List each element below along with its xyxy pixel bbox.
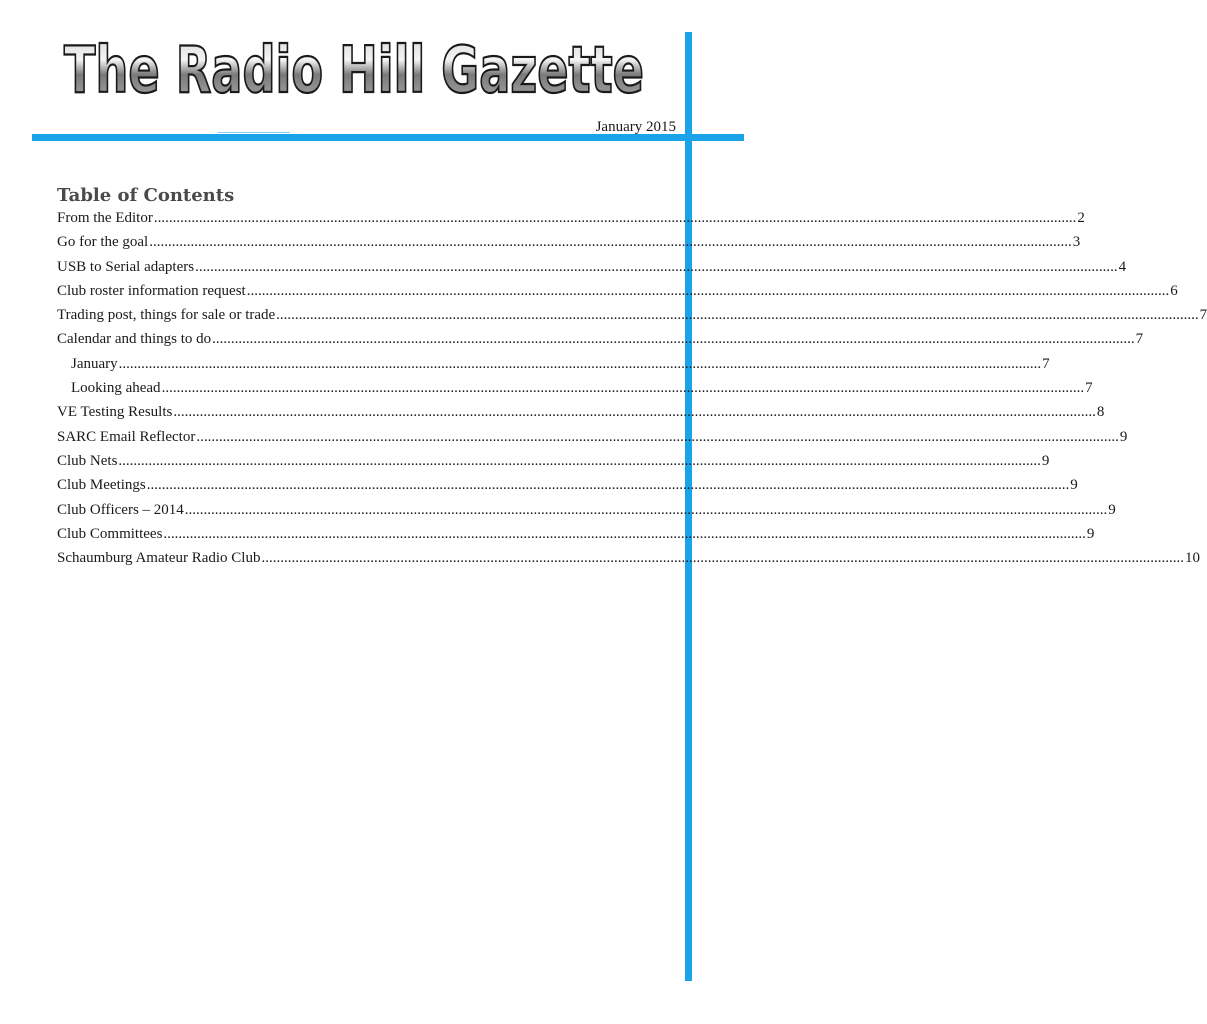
toc-entry-page: 4 — [1118, 258, 1127, 275]
toc-entry-label: Schaumburg Amateur Radio Club — [57, 550, 261, 567]
toc-entry-page: 7 — [1199, 307, 1207, 324]
toc-entry-calendar[interactable] — [57, 329, 1144, 353]
toc-entry-page: 9 — [1070, 477, 1078, 494]
toc-entry-page: 2 — [1077, 210, 1085, 226]
toc-entry-label: January — [71, 355, 118, 372]
toc-leader-dots — [196, 427, 1119, 447]
masthead-title: The Radio Hill Gazette — [64, 34, 644, 108]
toc-leader-dots — [154, 208, 1077, 228]
toc-entry-label: Go for the goal — [57, 234, 149, 251]
toc-entry-page: 7 — [1085, 380, 1093, 397]
toc-entry-label: VE Testing Results — [57, 404, 173, 421]
toc-entry-label: Club Officers – 2014 — [57, 501, 184, 518]
toc-entry-club-nets[interactable] — [57, 451, 1050, 475]
toc-entry-label: Club Nets — [57, 452, 118, 469]
toc-entry-label: Looking ahead — [71, 380, 161, 397]
toc-entry-label: SARC Email Reflector — [57, 428, 196, 445]
toc-entry-page: 8 — [1096, 404, 1105, 421]
toc-entry-ve-testing[interactable] — [57, 402, 1105, 426]
toc-entry-label: Club Committees — [57, 525, 163, 542]
toc-leader-dots — [162, 378, 1085, 398]
toc-entry-club-meetings[interactable] — [57, 475, 1078, 499]
toc-leader-dots — [163, 524, 1086, 544]
toc-entry-label: From the Editor — [57, 210, 153, 226]
toc-leader-dots — [118, 451, 1041, 471]
toc-leader-dots — [147, 475, 1070, 495]
toc-entry-page: 7 — [1135, 331, 1144, 348]
toc-entry-page: 10 — [1184, 550, 1200, 567]
toc-leader-dots — [119, 354, 1042, 374]
toc-entry-usb-to-serial[interactable] — [57, 257, 1127, 281]
toc-leader-dots — [195, 257, 1118, 277]
masthead-logo — [60, 28, 650, 108]
toc-entry-page: 9 — [1119, 428, 1128, 445]
toc-entry-january[interactable] — [57, 354, 1050, 378]
toc-entry-label: Club roster information request — [57, 282, 246, 299]
toc-entry-label: Calendar and things to do — [57, 331, 212, 348]
toc-leader-dots — [212, 329, 1135, 349]
table-of-contents — [57, 208, 1207, 572]
toc-entry-page: 3 — [1072, 234, 1081, 251]
toc-entry-page: 9 — [1086, 525, 1095, 542]
toc-entry-club-officers[interactable] — [57, 500, 1116, 524]
toc-leader-dots — [149, 232, 1072, 252]
toc-leader-dots — [185, 500, 1108, 520]
toc-entry-page: 6 — [1170, 282, 1178, 299]
toc-title: Table of Contents — [57, 185, 235, 206]
toc-entry-looking-ahead[interactable] — [57, 378, 1093, 402]
header-rule-accent — [218, 132, 290, 133]
toc-entry-page: 7 — [1042, 355, 1050, 372]
toc-entry-club-committees[interactable] — [57, 524, 1095, 548]
toc-entry-club-roster[interactable] — [57, 281, 1178, 305]
toc-entry-go-for-the-goal[interactable] — [57, 232, 1081, 256]
toc-entry-trading-post[interactable] — [57, 305, 1207, 329]
toc-entry-label: Club Meetings — [57, 477, 146, 494]
toc-entry-email-reflector[interactable] — [57, 427, 1128, 451]
toc-entry-label: USB to Serial adapters — [57, 258, 195, 275]
toc-leader-dots — [261, 548, 1184, 568]
toc-entry-label: Trading post, things for sale or trade — [57, 307, 276, 324]
toc-leader-dots — [276, 305, 1199, 325]
issue-date: January 2015 — [595, 119, 676, 135]
toc-leader-dots — [173, 402, 1096, 422]
toc-entry-from-the-editor[interactable] — [57, 208, 1085, 232]
toc-leader-dots — [247, 281, 1170, 301]
toc-entry-schaumburg-arc[interactable] — [57, 548, 1200, 572]
toc-entry-page: 9 — [1041, 452, 1050, 469]
toc-entry-page: 9 — [1108, 501, 1116, 518]
